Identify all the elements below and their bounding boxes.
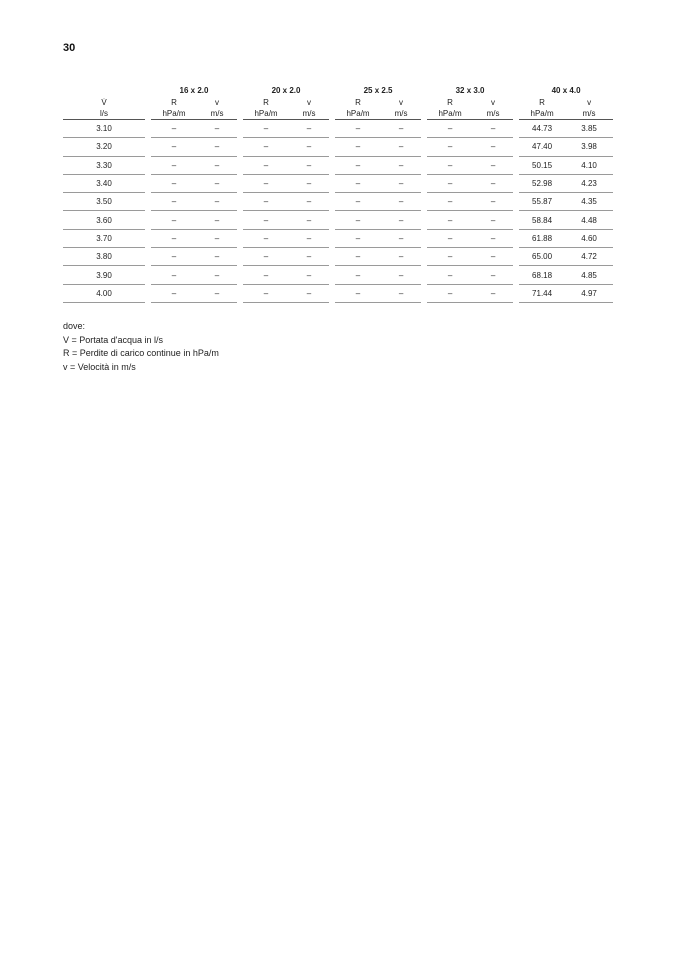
velocity-cell: – [289, 211, 329, 229]
pressure-loss-cell: 71.44 [519, 285, 565, 303]
pressure-loss-cell: 65.00 [519, 248, 565, 266]
pressure-loss-cell: 55.87 [519, 193, 565, 211]
velocity-cell: 4.35 [565, 193, 613, 211]
table-row [63, 248, 613, 266]
pressure-loss-cell: 58.84 [519, 211, 565, 229]
velocity-cell: 4.97 [565, 285, 613, 303]
flow-cell: 3.10 [63, 120, 145, 138]
pressure-loss-cell: – [335, 230, 381, 248]
pressure-loss-cell: – [151, 211, 197, 229]
velocity-cell: – [473, 175, 513, 193]
pressure-loss-cell: – [427, 120, 473, 138]
pressure-loss-cell: 50.15 [519, 157, 565, 175]
v-symbol: v [307, 98, 312, 107]
page-number: 30 [63, 42, 76, 54]
r-unit: hPa/m [243, 108, 289, 120]
group-header-32x3: 32 x 3.0 [455, 86, 485, 95]
group-header-20x2: 20 x 2.0 [271, 86, 301, 95]
velocity-cell: 3.85 [565, 120, 613, 138]
pressure-loss-cell: – [335, 157, 381, 175]
v-symbol: v [215, 98, 219, 107]
velocity-cell: – [473, 230, 513, 248]
flow-cell: 4.00 [63, 285, 145, 303]
flow-unit: l/s [63, 108, 145, 120]
group-header-16x2: 16 x 2.0 [179, 86, 209, 95]
velocity-cell: – [381, 175, 421, 193]
v-unit: m/s [197, 108, 237, 120]
table-row [63, 138, 613, 156]
flow-symbol: V̇ [101, 98, 107, 107]
velocity-cell: – [381, 230, 421, 248]
flow-cell: 3.40 [63, 175, 145, 193]
pressure-loss-cell: – [243, 266, 289, 284]
v-unit: m/s [565, 108, 613, 120]
velocity-cell: 4.10 [565, 157, 613, 175]
velocity-cell: – [197, 248, 237, 266]
velocity-cell: – [197, 230, 237, 248]
velocity-cell: – [473, 193, 513, 211]
velocity-cell: – [473, 157, 513, 175]
pressure-loss-cell: – [243, 230, 289, 248]
v-unit: m/s [289, 108, 329, 120]
pressure-loss-cell: – [427, 248, 473, 266]
pressure-loss-cell: – [151, 120, 197, 138]
flow-cell: 3.60 [63, 211, 145, 229]
pressure-loss-cell: – [243, 138, 289, 156]
flow-cell: 3.20 [63, 138, 145, 156]
group-header-25x2-5: 25 x 2.5 [363, 86, 393, 95]
legend-item-velocity: v = Velocità in m/s [63, 361, 136, 372]
pressure-loss-cell: – [243, 285, 289, 303]
flow-cell: 3.50 [63, 193, 145, 211]
velocity-cell: – [289, 120, 329, 138]
velocity-cell: – [381, 285, 421, 303]
table-row [63, 157, 613, 175]
pressure-loss-cell: – [427, 138, 473, 156]
pressure-loss-cell: 44.73 [519, 120, 565, 138]
v-symbol: v [491, 98, 496, 107]
v-symbol: v [399, 98, 404, 107]
pressure-loss-cell: – [427, 193, 473, 211]
pressure-loss-cell: 52.98 [519, 175, 565, 193]
r-symbol: R [539, 98, 545, 107]
group-header-40x4: 40 x 4.0 [551, 86, 581, 95]
pressure-loss-cell: – [243, 193, 289, 211]
velocity-cell: – [289, 248, 329, 266]
pressure-loss-cell: – [335, 211, 381, 229]
velocity-cell: – [197, 120, 237, 138]
pressure-loss-cell: – [151, 157, 197, 175]
velocity-cell: – [289, 193, 329, 211]
velocity-cell: 4.48 [565, 211, 613, 229]
pressure-loss-cell: 68.18 [519, 266, 565, 284]
r-unit: hPa/m [519, 108, 565, 120]
velocity-cell: – [381, 157, 421, 175]
table-row [63, 266, 613, 284]
table-body [63, 120, 613, 303]
legend-item-flow: V = Portata d'acqua in l/s [63, 334, 164, 345]
velocity-cell: – [197, 211, 237, 229]
pressure-loss-cell: – [335, 138, 381, 156]
pressure-loss-cell: – [335, 266, 381, 284]
flow-cell: 3.80 [63, 248, 145, 266]
pressure-loss-cell: – [243, 175, 289, 193]
pressure-loss-cell: – [335, 120, 381, 138]
pressure-loss-cell: – [335, 175, 381, 193]
pressure-loss-cell: – [151, 285, 197, 303]
r-unit: hPa/m [335, 108, 381, 120]
r-symbol: R [355, 98, 361, 107]
flow-cell: 3.30 [63, 157, 145, 175]
pressure-loss-cell: – [335, 193, 381, 211]
flow-cell: 3.70 [63, 230, 145, 248]
velocity-cell: – [289, 230, 329, 248]
velocity-cell: – [473, 266, 513, 284]
velocity-cell: – [473, 211, 513, 229]
pressure-loss-cell: 61.88 [519, 230, 565, 248]
velocity-cell: – [289, 157, 329, 175]
velocity-cell: – [381, 248, 421, 266]
pressure-loss-cell: – [427, 211, 473, 229]
pressure-loss-cell: – [427, 230, 473, 248]
velocity-cell: – [289, 175, 329, 193]
pressure-loss-cell: – [427, 266, 473, 284]
r-symbol: R [447, 98, 453, 107]
v-symbol: v [587, 98, 592, 107]
pressure-loss-cell: – [151, 193, 197, 211]
velocity-cell: 4.72 [565, 248, 613, 266]
table-row [63, 175, 613, 193]
velocity-cell: – [197, 175, 237, 193]
pressure-loss-cell: – [335, 285, 381, 303]
pressure-loss-cell: – [151, 138, 197, 156]
pressure-loss-cell: – [243, 211, 289, 229]
v-unit: m/s [381, 108, 421, 120]
pressure-loss-cell: – [335, 248, 381, 266]
data-table [63, 84, 613, 303]
table-row [63, 120, 613, 138]
pressure-loss-cell: – [151, 230, 197, 248]
velocity-cell: – [289, 266, 329, 284]
table-row [63, 193, 613, 211]
pressure-loss-cell: – [151, 175, 197, 193]
r-unit: hPa/m [427, 108, 473, 120]
table-row [63, 211, 613, 229]
velocity-cell: – [289, 285, 329, 303]
velocity-cell: – [381, 138, 421, 156]
velocity-cell: – [381, 211, 421, 229]
velocity-cell: – [381, 120, 421, 138]
velocity-cell: – [197, 157, 237, 175]
velocity-cell: 4.85 [565, 266, 613, 284]
velocity-cell: – [473, 248, 513, 266]
pressure-loss-table [63, 84, 613, 303]
table-row [63, 285, 613, 303]
pressure-loss-cell: 47.40 [519, 138, 565, 156]
velocity-cell: – [197, 285, 237, 303]
velocity-cell: 4.23 [565, 175, 613, 193]
legend-title: dove: [63, 321, 86, 331]
velocity-cell: – [197, 266, 237, 284]
velocity-cell: – [473, 285, 513, 303]
pressure-loss-cell: – [427, 285, 473, 303]
velocity-cell: – [473, 138, 513, 156]
velocity-cell: 3.98 [565, 138, 613, 156]
r-unit: hPa/m [151, 108, 197, 120]
pressure-loss-cell: – [427, 175, 473, 193]
pressure-loss-cell: – [243, 157, 289, 175]
velocity-cell: – [473, 120, 513, 138]
legend [63, 320, 219, 374]
flow-group-header [63, 84, 145, 97]
legend-item-pressure-loss: R = Perdite di carico continue in hPa/m [63, 348, 219, 358]
velocity-cell: – [197, 193, 237, 211]
pressure-loss-cell: – [151, 266, 197, 284]
r-symbol: R [171, 98, 177, 107]
velocity-cell: – [197, 138, 237, 156]
table-row [63, 230, 613, 248]
v-unit: m/s [473, 108, 513, 120]
velocity-cell: – [381, 266, 421, 284]
pressure-loss-cell: – [427, 157, 473, 175]
r-symbol: R [263, 98, 269, 107]
velocity-cell: – [381, 193, 421, 211]
velocity-cell: – [289, 138, 329, 156]
pressure-loss-cell: – [151, 248, 197, 266]
velocity-cell: 4.60 [565, 230, 613, 248]
flow-cell: 3.90 [63, 266, 145, 284]
pressure-loss-cell: – [243, 120, 289, 138]
pressure-loss-cell: – [243, 248, 289, 266]
